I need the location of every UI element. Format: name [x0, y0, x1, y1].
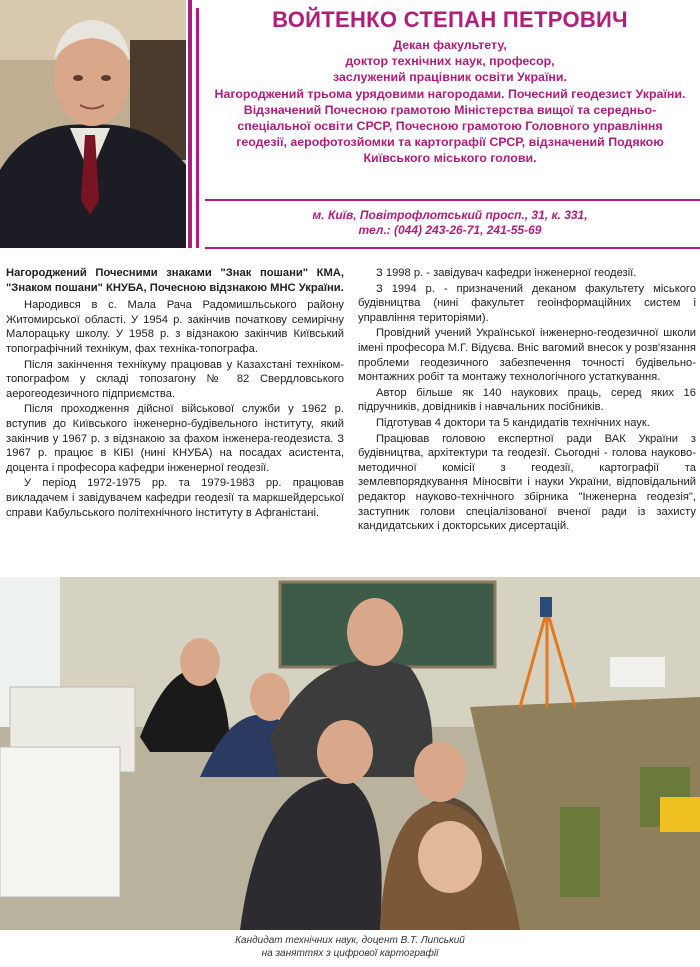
- awards-lead: Нагороджений Почесними знаками "Знак пошани" КМА, "Знаком пошани" КНУБА, Почесною відзнакою МНС України.: [6, 267, 344, 294]
- contact-address: [205, 208, 695, 238]
- paragraph: Підготував 4 доктори та 5 кандидатів технічних наук.: [376, 416, 650, 429]
- biography-left-column: [6, 266, 344, 521]
- portrait-photo: [0, 0, 186, 248]
- person-title: [205, 37, 695, 167]
- header-block: [205, 6, 695, 167]
- paragraph: З 1998 р. - завідувач кафедри інженерної геодезії.: [376, 267, 637, 279]
- title-line: спеціальної освіти СРСР, Почесною грамотою Головного управління: [237, 119, 663, 134]
- person-name: ВОЙТЕНКО СТЕПАН ПЕТРОВИЧ: [272, 7, 628, 32]
- title-line: Нагороджений трьома урядовими нагородами. Почесний геодезист України.: [214, 86, 686, 101]
- paragraph: У період 1972-1975 рр. та 1979-1983 рр. працював викладачем і завідувачем кафедри геодезії та маркшейдерської справи Кабульського політехнічного інституту в Афганістані.: [6, 477, 344, 519]
- paragraph: Автор більше як 140 наукових праць, серед яких 16 підручників, довідників і навчальних посібників.: [358, 386, 696, 414]
- paragraph: Працював головою експертної ради ВАК України з будівництва, архітектури та геодезії. Сьогодні - голова науково-методичної комісії з геодезії, картографії та землевпорядкування Міносвіти і науки України, відповідальний редактор науково-технічного збірника "Інженерна геодезія", заступник голови спеціалізованої вченої ради із захисту кандидатських і докторських дисертацій.: [358, 432, 696, 533]
- phone-line: тел.: (044) 243-26-71, 241-55-69: [358, 223, 542, 237]
- title-line: геодезії, аерофотозйомки та картографії СРСР, відзначений Подякою: [236, 135, 664, 150]
- caption-line: на заняттях з цифрової картографії: [261, 948, 439, 959]
- photo-caption: [0, 934, 700, 960]
- paragraph: Провідний учений Української інженерно-геодезичної школи імені професора М.Г. Відуєва. Вніс вагомий внесок у розв'язання проблеми геодезичного забезпечення точності будівельно-монтажних робіт та монтажу технологічного устаткування.: [358, 327, 696, 384]
- paragraph: З 1994 р. - призначений деканом факультету міського будівництва (нині факультет геоінформаційних систем і управління територіями).: [358, 282, 696, 324]
- title-line: заслужений працівник освіти України.: [333, 70, 567, 85]
- accent-bar: [196, 8, 199, 248]
- title-line: Відзначений Почесною грамотою Міністерства вищої та середньо-: [243, 102, 657, 117]
- title-line: доктор технічних наук, професор,: [345, 54, 555, 69]
- caption-line: Кандидат технічних наук, доцент В.Т. Липський: [235, 935, 465, 946]
- address-line: м. Київ, Повітрофлотський просп., 31, к. 331,: [312, 208, 588, 222]
- classroom-photo: [0, 577, 700, 930]
- divider: [205, 199, 700, 201]
- accent-bar: [188, 0, 192, 248]
- title-line: Декан факультету,: [393, 38, 507, 52]
- paragraph: Народився в с. Мала Рача Радомишльського району Житомирської області. У 1954 р. закінчив початкову семирічну Малорацьку школу. У 1958 р. з відзнакою закінчив Київський топографічний технікум, фах техніка-топографа.: [6, 299, 344, 355]
- biography-right-column: [358, 266, 696, 535]
- divider: [205, 247, 700, 249]
- paragraph: Після проходження дійсної військової служби у 1962 р. вступив до Київського інженерно-будівельного інституту, який закінчив у 1967 р. з відзнакою за фахом інженера-геодезиста. З 1967 р. працює в КІБІ (нині КНУБА) на посадах асистента, доцента і професора кафедри інженерної геодезії.: [6, 403, 344, 474]
- paragraph: Після закінчення технікуму працював у Казахстані техніком-топографом у складі топозагону № 82 Свердловського аерогеодезичного підприємства.: [6, 358, 344, 400]
- title-line: Київського міського голови.: [363, 151, 537, 166]
